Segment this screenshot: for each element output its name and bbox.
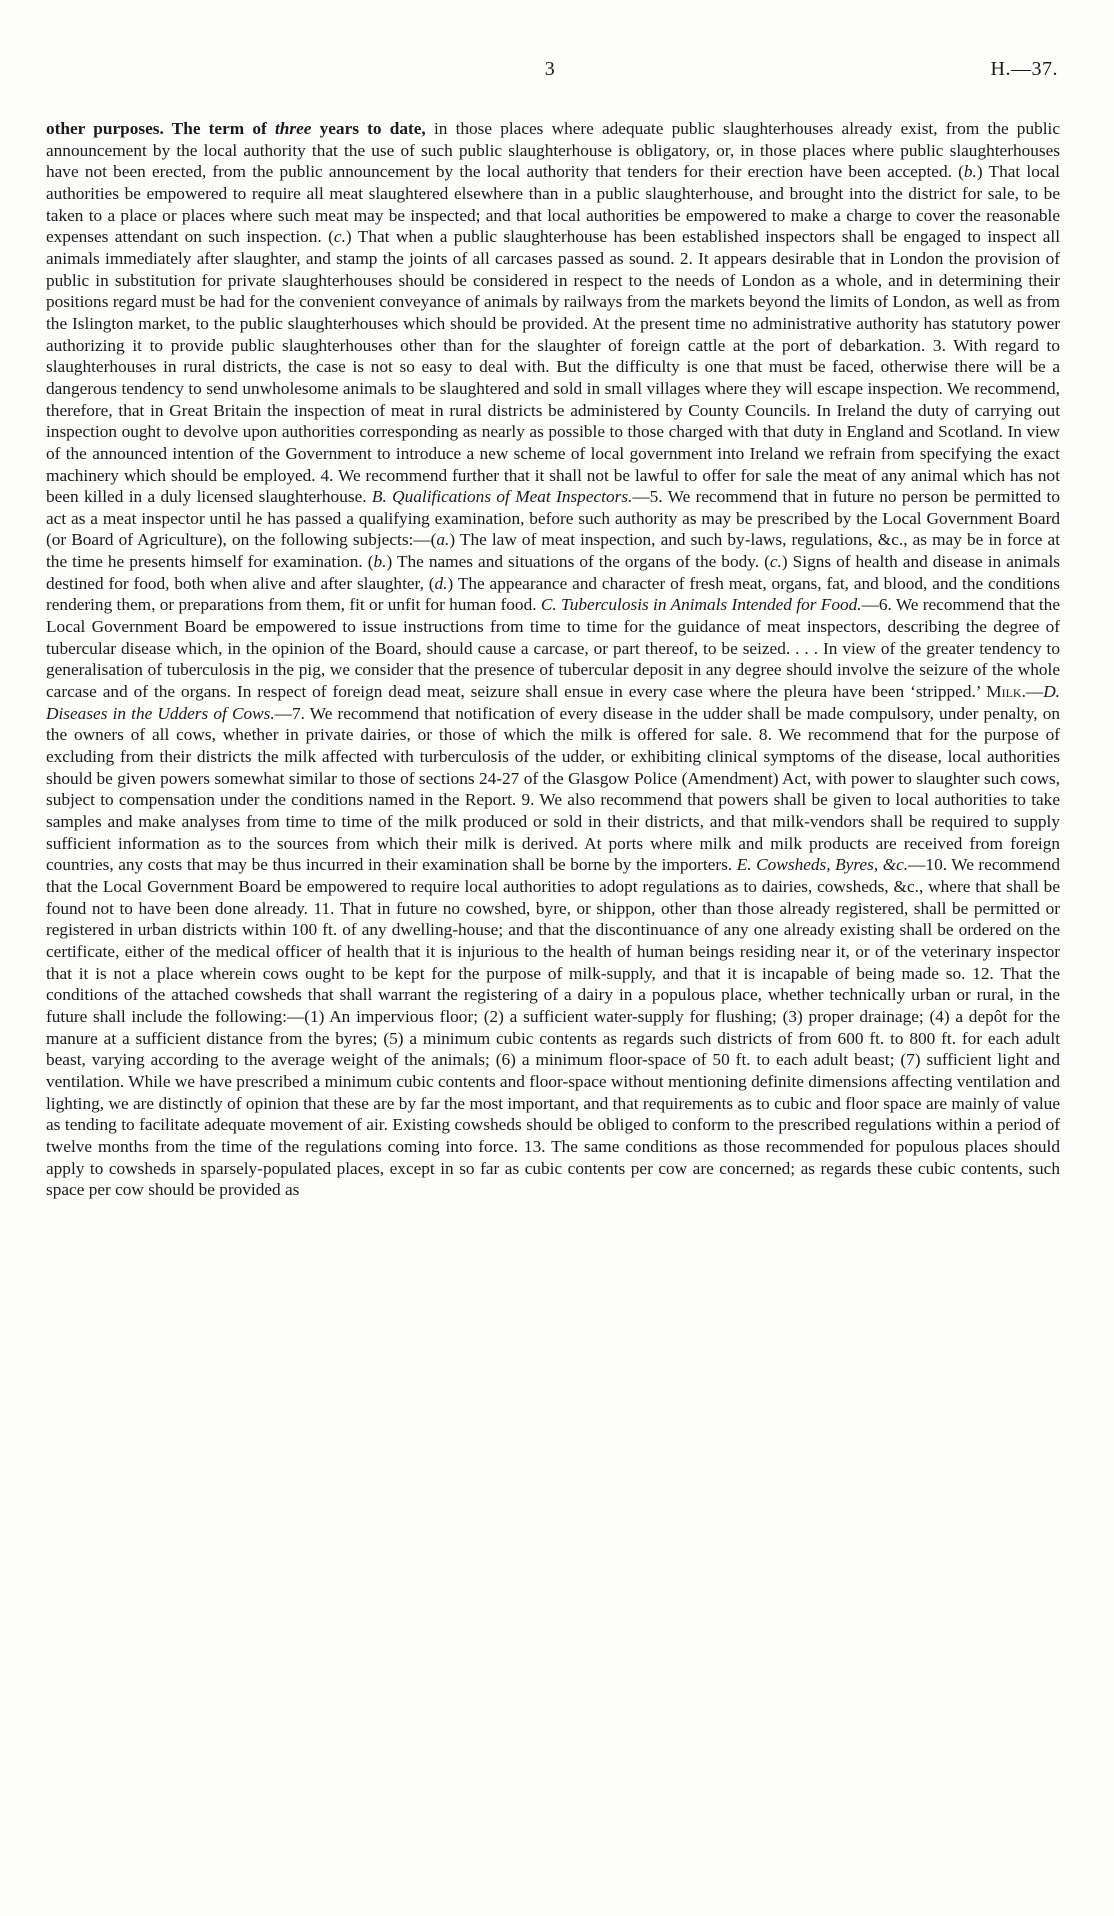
section-heading: C. Tuberculosis in Animals Intended for Food. — [540, 595, 862, 615]
item-marker: c. — [333, 227, 346, 247]
text-run: in those places where adequate public slaughterhouses already exist, from the public announcement by the local authority that the use of such public slaughterhouse is obligatory, or, in those places where public slaughterhouses have not been erected, from the public announcement by the local authority that tenders for their erection have been accepted. ( — [46, 119, 1061, 182]
page-number: 3 — [544, 58, 556, 80]
item-marker: c. — [769, 552, 782, 572]
text-run: ) The appearance and character of fresh meat, organs, fat, and blood, and the conditions rendering them, or preparations from them, fit or unfit for human food. — [46, 573, 1060, 615]
text-run: —5. We recommend that in future no person be permitted to act as a meat inspector until he has passed a qualifying examination, before such authority as may be prescribed by the Local Government Board (or Board of Agriculture), on the following subjects:—( — [46, 487, 1061, 550]
text-run: —7. We recommend that notification of every disease in the udder shall be made compulsory, under penalty, on the owners of all cows, whether in private dairies, or those of which the milk is offered for sale. 8. We recommend that for the purpose of excluding from their districts the milk affected with turberculosis of the udder, or exhibiting clinical symptoms of the disease, local authorities should be given powers somewhat similar to those of sections 24-27 of the Glasgow Police (Amendment) Act, with power to slaughter such cows, subject to compensation under the conditions named in the Report. 9. We also recommend that powers shall be given to local authorities to take samples and make analyses from time to time of the milk produced or sold in their districts, and that milk-vendors shall be required to supply sufficient information as to the sources from which their milk is derived. At ports where milk and milk products are received from foreign countries, any costs that may be thus incurred in their examination shall be borne by the importers. — [46, 703, 1060, 875]
section-heading: B. Qualifications of Meat Inspectors. — [371, 487, 633, 507]
text-run: ) The law of meat inspection, and such by-laws, regulations, &c., as may be in force at the time he presents himself for examination. ( — [46, 530, 1060, 572]
section-heading: E. Cowsheds, Byres, &c. — [736, 855, 909, 875]
lead-text — [46, 119, 426, 138]
lead-text-start: other purposes. The term of — [46, 119, 275, 138]
item-marker: a. — [436, 530, 450, 550]
document-id: H.—37. — [990, 58, 1058, 80]
section-label-milk: Milk — [986, 682, 1022, 702]
text-run: ) That when a public slaughterhouse has been established inspectors shall be engaged to inspect all animals immediately after slaughter, and stamp the joints of all carcases passed as sound. 2. It appears desirable that in London the provision of public in substitution for private slaughterhouses should be considered in respect to the needs of London as a whole, and in determining their positions regard must be had for the convenient conveyance of animals by railways from the markets beyond the limits of London, as well as from the Islington market, to the public slaughterhouses which should be provided. At the present time no administrative authority has statutory power authorizing it to provide public slaughterhouses other than for the slaughter of foreign cattle at the port of debarkation. 3. With regard to slaughterhouses in rural districts, the case is not so easy to deal with. But the difficulty is one that must be faced, otherwise there will be a dangerous tendency to send unwholesome animals to be slaughtered and sold in small villages where they will escape inspection. We recommend, therefore, that in Great Britain the inspection of meat in rural districts be administered by County Councils. In Ireland the duty of carrying out inspection ought to devolve upon authorities corresponding as nearly as possible to those charged with that duty in England and Scotland. In view of the announced intention of the Government to introduce a new scheme of local government into Ireland we refrain from specifying the exact machinery which should be employed. 4. We recommend further that it shall not be lawful to offer for sale the meat of any animal which has not been killed in a duly licensed slaughterhouse. — [46, 227, 1061, 507]
text-run: ) Signs of health and disease in animals destined for food, both when alive and after slaughter, ( — [46, 552, 1060, 593]
section-heading: D. Diseases in the Udders of Cows. — [46, 682, 1060, 723]
text-run: ) The names and situations of the organs of the body. ( — [386, 552, 770, 572]
lead-text-end: years to date, — [311, 119, 426, 138]
text-run: —10. We recommend that the Local Government Board be empowered to require local authorities to adopt regulations as to dairies, cowsheds, &c., where that shall be found not to have been done already. 11. That in future no cowshed, byre, or shippon, other than those already registered, shall be permitted or registered in urban districts within 100 ft. of any dwelling-house; and that the discontinuance of any one already existing shall be ordered on the certificate, either of the medical officer of health that it is injurious to the health of human beings residing near it, or of the veterinary inspector that it is not a place wherein cows ought to be kept for the purpose of milk-supply, and that it is incapable of being made so. 12. That the conditions of the attached cowsheds that shall warrant the registering of a dairy in a populous place, whether technically urban or rural, in the future shall include the following:—(1) An impervious floor; (2) a sufficient water-supply for flushing; (3) proper drainage; (4) a depôt for the manure at a sufficient distance from the byres; (5) a minimum cubic contents as regards such districts of from 600 ft. to 800 ft. for each adult beast, varying according to the average weight of the animals; (6) a minimum floor-space of 50 ft. to each adult beast; (7) sufficient light and ventilation. While we have prescribed a minimum cubic contents and floor-space without mentioning definite dimensions affecting ventilation and lighting, we are distinctly of opinion that these are by far the most important, and that requirements as to cubic and floor space are mainly of value as tending to facilitate adequate movement of air. Existing cowsheds should be obliged to conform to the prescribed regulations within a period of twelve months from the time of the regulations coming into force. 13. The same conditions as those recommended for populous places should apply to cowsheds in sparsely-populated places, except in so far as cubic contents per cow are concerned; as regards these cubic contents, such space per cow should be provided as — [46, 855, 1060, 1200]
item-marker: b. — [373, 552, 387, 572]
item-marker: d. — [434, 573, 448, 593]
text-run: ) That local authorities be empowered to require all meat slaughtered elsewhere than in a public slaughterhouse, and brought into the district for sale, to be taken to a place or places where such meat may be inspected; and that local authorities be empowered to make a charge to cover the reasonable expenses attendant on such inspection. ( — [46, 162, 1060, 247]
text-run: —6. We recommend that the Local Government Board be empowered to issue instructions from time to time for the guidance of meat inspectors, describing the degree of tubercular disease which, in the opinion of the Board, should cause a carcase, or part thereof, to be seized. . . . In view of the greater tendency to generalisation of tuberculosis in the pig, we consider that the presence of tubercular deposit in any degree should involve the seizure of the whole carcase and of the organs. In respect of foreign dead meat, seizure shall ensue in every case where the pleura have been ‘stripped.’ — [46, 595, 1060, 702]
text-run: .— — [1021, 682, 1044, 702]
item-marker: b. — [963, 162, 977, 182]
lead-text-italic: three — [274, 119, 312, 138]
body-text — [46, 118, 1060, 1201]
